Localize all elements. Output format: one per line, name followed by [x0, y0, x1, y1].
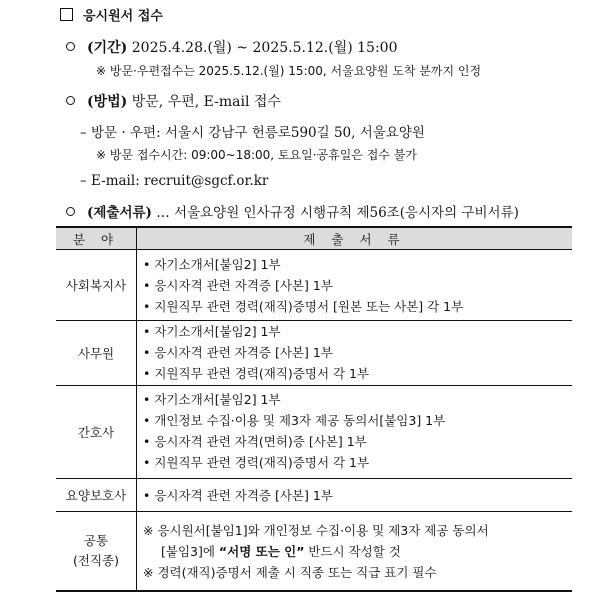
list-item: • 응시자격 관련 자격증 [사본] 1부 [143, 345, 333, 360]
table-row-common [56, 512, 572, 592]
table-row [56, 386, 572, 479]
field-cell-common [56, 512, 137, 592]
field-cell: 사회복지사 [56, 250, 137, 321]
table-row [56, 479, 572, 512]
documents-line [66, 201, 519, 221]
list-item: • 응시자격 관련 자격(면허)증 [사본] 1부 [143, 434, 367, 449]
checkbox-square-icon [60, 8, 73, 21]
common-note-1b-pre: [붙임3]에 [161, 544, 219, 559]
documents-label: (제출서류) [87, 205, 152, 221]
period-label: (기간) [87, 40, 128, 56]
common-note-2: ※ 경력(재직)증명서 제출 시 직종 또는 직급 표기 필수 [143, 565, 437, 580]
field-cell: 간호사 [56, 386, 137, 479]
list-item: • 자기소개서[붙임2] 1부 [143, 392, 281, 407]
method-email[interactable]: – E-mail: recruit@sgcf.or.kr [80, 173, 269, 189]
section-title: 응시원서 접수 [83, 9, 163, 24]
period-text: 2025.4.28.(월) ~ 2025.5.12.(월) 15:00 [131, 40, 398, 56]
field-cell: 요양보호사 [56, 479, 137, 512]
list-item: • 자기소개서[붙임2] 1부 [143, 257, 281, 272]
documents-table [56, 226, 572, 592]
field-cell: 사무원 [56, 321, 137, 386]
method-visit-note: ※ 방문 접수시간: 09:00~18:00, 토요일·공휴일은 접수 불가 [96, 148, 417, 162]
list-item: • 지원직무 관련 경력(재직)증명서 각 1부 [143, 455, 370, 470]
common-note-1b-post: 반드시 작성할 것 [304, 544, 401, 559]
period-line [66, 37, 397, 57]
table-row [56, 321, 572, 386]
method-label: (방법) [87, 94, 128, 110]
documents-text: … 서울요양원 인사규정 시행규칙 제56조(응시자의 구비서류) [156, 205, 519, 221]
table-row [56, 250, 572, 321]
common-note-1a: ※ 응시원서[붙임1]와 개인정보 수집·이용 및 제3자 제공 동의서 [143, 523, 489, 538]
section-heading [60, 5, 163, 24]
list-item: • 지원직무 관련 경력(재직)증명서 [원본 또는 사본] 각 1부 [143, 299, 464, 314]
header-documents: 제 출 서 류 [137, 227, 573, 250]
method-line [66, 91, 281, 111]
common-field-line1: 공통 [83, 533, 109, 548]
common-field-line2: (전직종) [73, 553, 119, 568]
bullet-circle-icon [66, 42, 75, 51]
list-item: • 개인정보 수집·이용 및 제3자 제공 동의서[붙임3] 1부 [143, 413, 446, 428]
bullet-circle-icon [66, 96, 75, 105]
period-note: ※ 방문·우편접수는 2025.5.12.(월) 15:00, 서울요양원 도착 분까지 인정 [96, 64, 482, 78]
header-field: 분 야 [56, 227, 137, 250]
list-item: • 응시자격 관련 자격증 [사본] 1부 [143, 487, 333, 503]
list-item: • 응시자격 관련 자격증 [사본] 1부 [143, 278, 333, 293]
bullet-circle-icon [66, 207, 75, 216]
method-text: 방문, 우편, E-mail 접수 [131, 94, 281, 110]
common-note-1b-bold: “서명 또는 인” [218, 544, 305, 559]
common-note-1b [143, 541, 572, 562]
list-item: • 자기소개서[붙임2] 1부 [143, 324, 281, 339]
list-item: • 지원직무 관련 경력(재직)증명서 각 1부 [143, 366, 370, 381]
table-header-row [56, 227, 572, 250]
method-visit: – 방문 · 우편: 서울시 강남구 헌릉로590길 50, 서울요양원 [80, 125, 425, 141]
